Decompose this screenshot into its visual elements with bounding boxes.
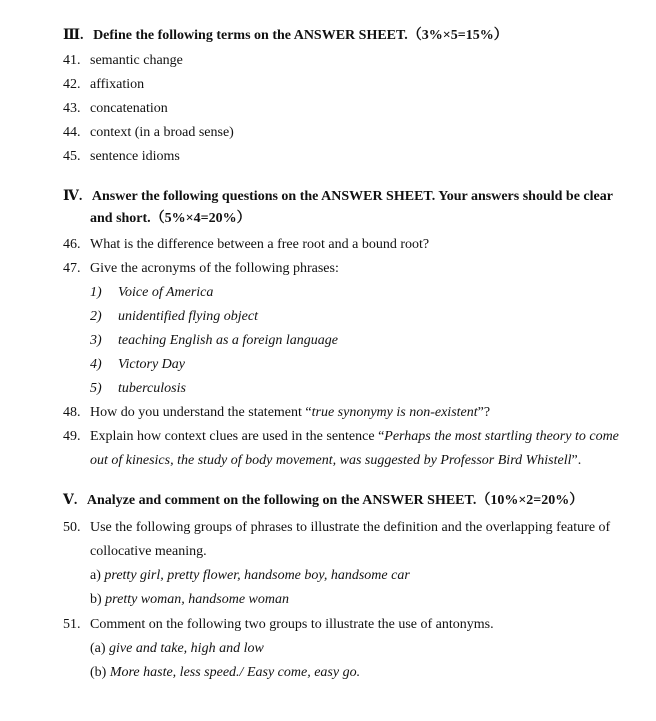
section-title: Analyze and comment on the following on the ANSWER SHEET.（10%×2=20%）	[86, 493, 584, 508]
sub-item: 3) teaching English as a foreign language	[90, 333, 338, 348]
sub-item: (b) More haste, less speed./ Easy come, easy go.	[90, 665, 361, 680]
section-numeral: Ⅴ.	[63, 493, 78, 508]
list-item: 47. Give the acronyms of the following phrases:	[63, 261, 339, 276]
list-item: 45. sentence idioms	[63, 149, 180, 164]
sub-item: 5) tuberculosis	[90, 381, 186, 396]
sub-item: b) pretty woman, handsome woman	[90, 592, 289, 607]
section-title: Define the following terms on the ANSWER SHEET.（3%×5=15%）	[93, 28, 508, 43]
section-5-heading	[63, 492, 583, 510]
sub-item: 4) Victory Day	[90, 357, 185, 372]
list-item: 51. Comment on the following two groups to illustrate the use of antonyms.	[63, 617, 494, 632]
list-item: 43. concatenation	[63, 101, 168, 116]
list-item-cont: out of kinesics, the study of body movement, was suggested by Professor Bird Whistell”.	[90, 453, 582, 468]
section-3-heading	[63, 27, 508, 45]
list-item: 46. What is the difference between a free root and a bound root?	[63, 237, 430, 252]
list-item-cont: collocative meaning.	[90, 544, 207, 559]
section-numeral: Ⅳ.	[63, 189, 83, 204]
sub-item: 1) Voice of America	[90, 285, 214, 300]
list-item: 48. How do you understand the statement “true synonymy is non-existent”?	[63, 405, 491, 420]
section-4-heading	[63, 188, 613, 206]
list-item: 49. Explain how context clues are used in the sentence “Perhaps the most startling theory to come	[63, 429, 619, 444]
list-item: 50. Use the following groups of phrases to illustrate the definition and the overlapping feature of	[63, 520, 611, 535]
list-item: 44. context (in a broad sense)	[63, 125, 234, 140]
sub-item: 2) unidentified flying object	[90, 309, 258, 324]
list-item: 42. affixation	[63, 77, 145, 92]
list-item: 41. semantic change	[63, 53, 183, 68]
section-title: Answer the following questions on the ANSWER SHEET. Your answers should be clear	[91, 189, 613, 204]
section-4-heading-cont: and short.（5%×4=20%）	[90, 211, 251, 226]
section-numeral: Ⅲ.	[63, 28, 84, 43]
sub-item: (a) give and take, high and low	[90, 641, 264, 656]
sub-item: a) pretty girl, pretty flower, handsome boy, handsome car	[90, 568, 410, 583]
